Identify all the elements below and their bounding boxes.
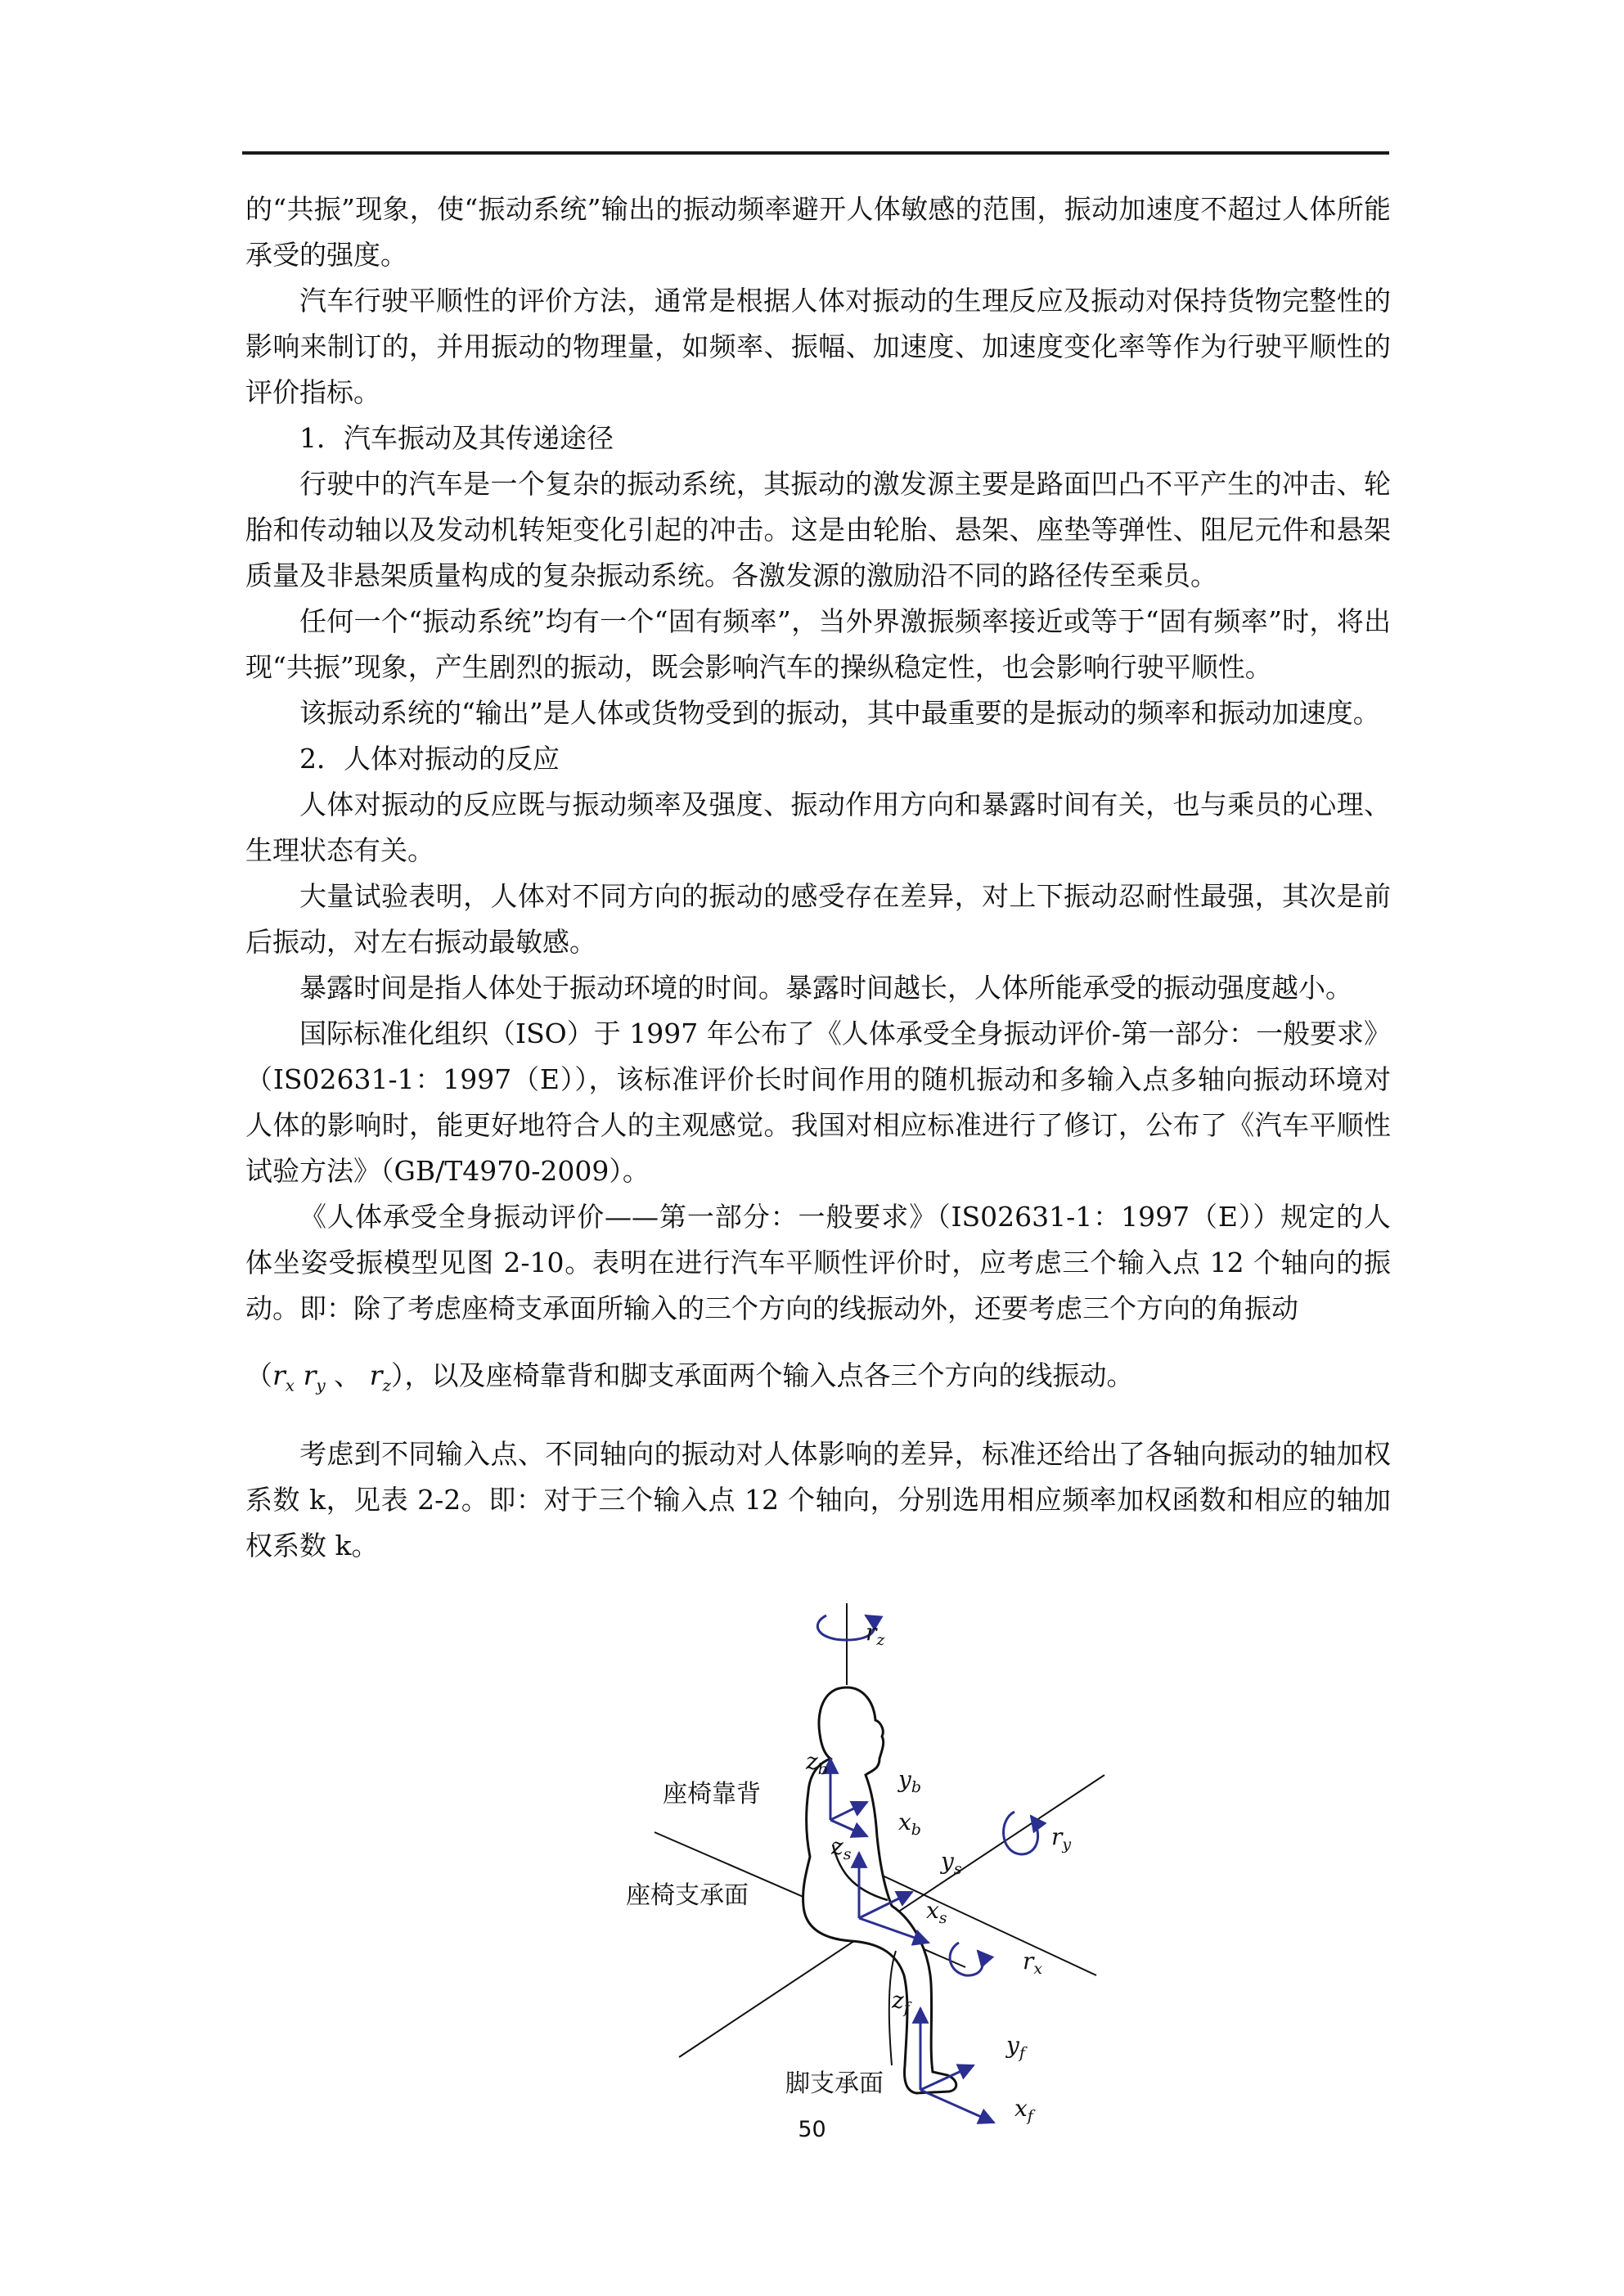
zb-label: $z_b$ bbox=[806, 1748, 828, 1778]
paragraph: 大量试验表明，人体对不同方向的振动的感受存在差异，对上下振动忍耐性最强，其次是前后振动，对左右振动最敏感。 bbox=[245, 880, 1391, 958]
body-text bbox=[245, 186, 1391, 1569]
xb-label: $x_b$ bbox=[898, 1808, 921, 1839]
xf-label: $x_f$ bbox=[1014, 2095, 1033, 2125]
paragraph: 《人体承受全身振动评价——第一部分：一般要求》（IS02631-1：1997（E））规定的人体坐姿受振模型见图 2-10。表明在进行汽车平顺性评价时，应考虑三个输入点 12 个轴向的振动。即：除了考虑座椅支承面所输入的三个方向的线振动外，还要考虑三个方向的角振动 bbox=[245, 1201, 1391, 1324]
zf-label: $z_f$ bbox=[892, 1987, 910, 2017]
paragraph: 人体对振动的反应既与振动频率及强度、振动作用方向和暴露时间有关，也与乘员的心理、生理状态有关。 bbox=[245, 789, 1391, 866]
foot-surface-label: 脚支承面 bbox=[785, 2069, 884, 2098]
yf-label: $y_f$ bbox=[1006, 2032, 1025, 2062]
zs-label: $z_s$ bbox=[831, 1833, 852, 1863]
seat-surface-label: 座椅支承面 bbox=[626, 1881, 749, 1910]
paragraph: 国际标准化组织（ISO）于 1997 年公布了《人体承受全身振动评价-第一部分：一般要求》（IS02631-1：1997（E）），该标准评价长时间作用的随机振动和多输入点多轴向振动环境对人体的影响时，能更好地符合人的主观感觉。我国对相应标准进行了修订，公布了《汽车平顺性试验方法》（GB/T4970-2009）。 bbox=[245, 1018, 1391, 1187]
paragraph: 汽车行驶平顺性的评价方法，通常是根据人体对振动的生理反应及振动对保持货物完整性的影响来制订的，并用振动的物理量，如频率、振幅、加速度、加速度变化率等作为行驶平顺性的评价指标。 bbox=[245, 285, 1391, 408]
ys-label: $y_s$ bbox=[941, 1848, 962, 1878]
ry-label: $r_y$ bbox=[1051, 1823, 1072, 1853]
header-rule bbox=[242, 151, 1389, 155]
vibration-model-diagram bbox=[605, 1591, 1113, 2131]
yb-label: $y_b$ bbox=[898, 1766, 921, 1796]
seat-back-label: 座椅靠背 bbox=[663, 1780, 761, 1808]
paragraph: 任何一个“振动系统”均有一个“固有频率”，当外界激振频率接近或等于“固有频率”时，将出现“共振”现象，产生剧烈的振动，既会影响汽车的操纵稳定性，也会影响行驶平顺性。 bbox=[245, 605, 1391, 683]
rx-label: $r_x$ bbox=[1023, 1948, 1043, 1978]
paragraph: 暴露时间是指人体处于振动环境的时间。暴露时间越长，人体所能承受的振动强度越小。 bbox=[299, 972, 1352, 1004]
paragraph: 行驶中的汽车是一个复杂的振动系统，其振动的激发源主要是路面凹凸不平产生的冲击、轮胎和传动轴以及发动机转矩变化引起的冲击。这是由轮胎、悬架、座垫等弹性、阻尼元件和悬架质量及非悬架质量构成的复杂振动系统。各激发源的激励沿不同的路径传至乘员。 bbox=[245, 468, 1391, 591]
paragraph: 该振动系统的“输出”是人体或货物受到的振动，其中最重要的是振动的频率和振动加速度。 bbox=[299, 697, 1380, 729]
rz-label: $r_z$ bbox=[866, 1619, 885, 1649]
formula-line: （$r_x$ $r_y$ 、 $r_z$），以及座椅靠背和脚支承面两个输入点各三个方向的线振动。 bbox=[245, 1359, 1134, 1395]
paragraph: 考虑到不同输入点、不同轴向的振动对人体影响的差异，标准还给出了各轴向振动的轴加权系数 k，见表 2-2。即：对于三个输入点 12 个轴向，分别选用相应频率加权函数和相应的轴加权系数 k。 bbox=[245, 1437, 1391, 1561]
section-heading: 1．汽车振动及其传递途径 bbox=[299, 422, 614, 454]
human-outline bbox=[803, 1687, 956, 2093]
seated-human-vibration-figure bbox=[605, 1591, 1113, 2131]
xs-label: $x_s$ bbox=[926, 1897, 947, 1927]
page-number: 50 bbox=[798, 2117, 826, 2142]
paragraph: 的“共振”现象，使“振动系统”输出的振动频率避开人体敏感的范围，振动加速度不超过人体所能承受的强度。 bbox=[245, 193, 1391, 271]
section-heading: 2．人体对振动的反应 bbox=[299, 743, 560, 775]
